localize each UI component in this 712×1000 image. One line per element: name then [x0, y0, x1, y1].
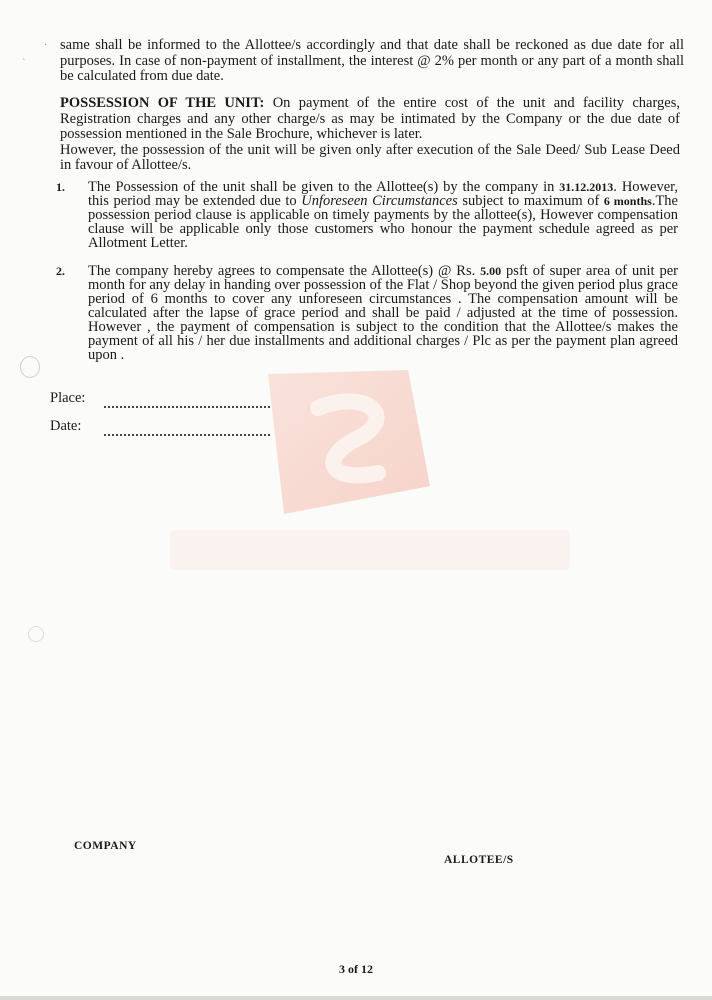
clause-text: .The possession period clause is applicable on timely payments by the allottee(s), However compensation clause will be applicable only those customers who honour the payment schedule agreed as per Allotment Letter.: [88, 193, 678, 251]
clause-number: 2.: [56, 264, 65, 278]
margin-mark: ˋ: [22, 58, 26, 69]
date-field[interactable]: [104, 434, 270, 436]
clause-text: The company hereby agrees to compensate the Allottee(s) @ Rs.: [88, 263, 481, 279]
clause-1: [88, 180, 678, 250]
punch-hole: [20, 356, 40, 378]
bottom-edge: [0, 996, 712, 1000]
possession-heading: POSSESSION OF THE UNIT:: [60, 95, 265, 111]
compensation-rate: 5.00: [480, 264, 502, 278]
clause-number: 1.: [56, 180, 65, 194]
possession-text-2: However, the possession of the unit will be given only after execution of the Sale Deed/ Sub Lease Deed in favour of Allottee/s.: [60, 141, 680, 173]
clause-text: The Possession of the unit shall be given to the Allottee(s) by the company in: [88, 179, 560, 195]
continuation-paragraph: same shall be informed to the Allottee/s accordingly and that date shall be reckoned as due date for all purposes. In case of non-payment of installment, the interest @ 2% per month or any part of a month shall be calculated from due date.: [60, 37, 684, 84]
possession-section: [60, 96, 680, 174]
watermark-logo: [258, 368, 436, 518]
margin-mark: ·: [44, 40, 48, 51]
company-signature-label: COMPANY: [74, 840, 137, 852]
clause-text: . However, this period may be extended due to: [88, 179, 679, 209]
page-number: 3 of 12: [339, 962, 373, 976]
watermark-text-band: [170, 530, 570, 570]
date-label: Date:: [50, 418, 82, 434]
punch-hole: [28, 626, 44, 642]
place-field[interactable]: [104, 406, 270, 408]
place-label: Place:: [50, 390, 86, 406]
clause-text: psft of super area of unit per month for any delay in handing over possession of the Flat / Shop beyond the given period plus grace period of 6 months to cover any unforeseen circumstances . The compensation amount will be calculated after the lapse of grace period and shall be paid / adjusted at the time of possession. However , the payment of compensation is subject to the condition that the Allottee/s makes the payment of all his / her due installments and additional charges / Plc as per the payment plan agreed upon .: [88, 263, 679, 363]
clause-text: subject to maximum of: [457, 193, 604, 209]
allottee-signature-label: ALLOTEE/S: [444, 854, 514, 866]
possession-text: On payment of the entire cost of the unit and facility charges, Registration charges and any other charge/s as may be intimated by the Company or the due date of possession mentioned in the Sale Brochure, whichever is later.: [60, 95, 680, 142]
clause-italic-term: Unforeseen Circumstances: [301, 193, 458, 209]
clause-2: [88, 264, 678, 362]
possession-date: 31.12.2013: [559, 180, 614, 194]
extension-months: 6 months: [603, 194, 652, 208]
